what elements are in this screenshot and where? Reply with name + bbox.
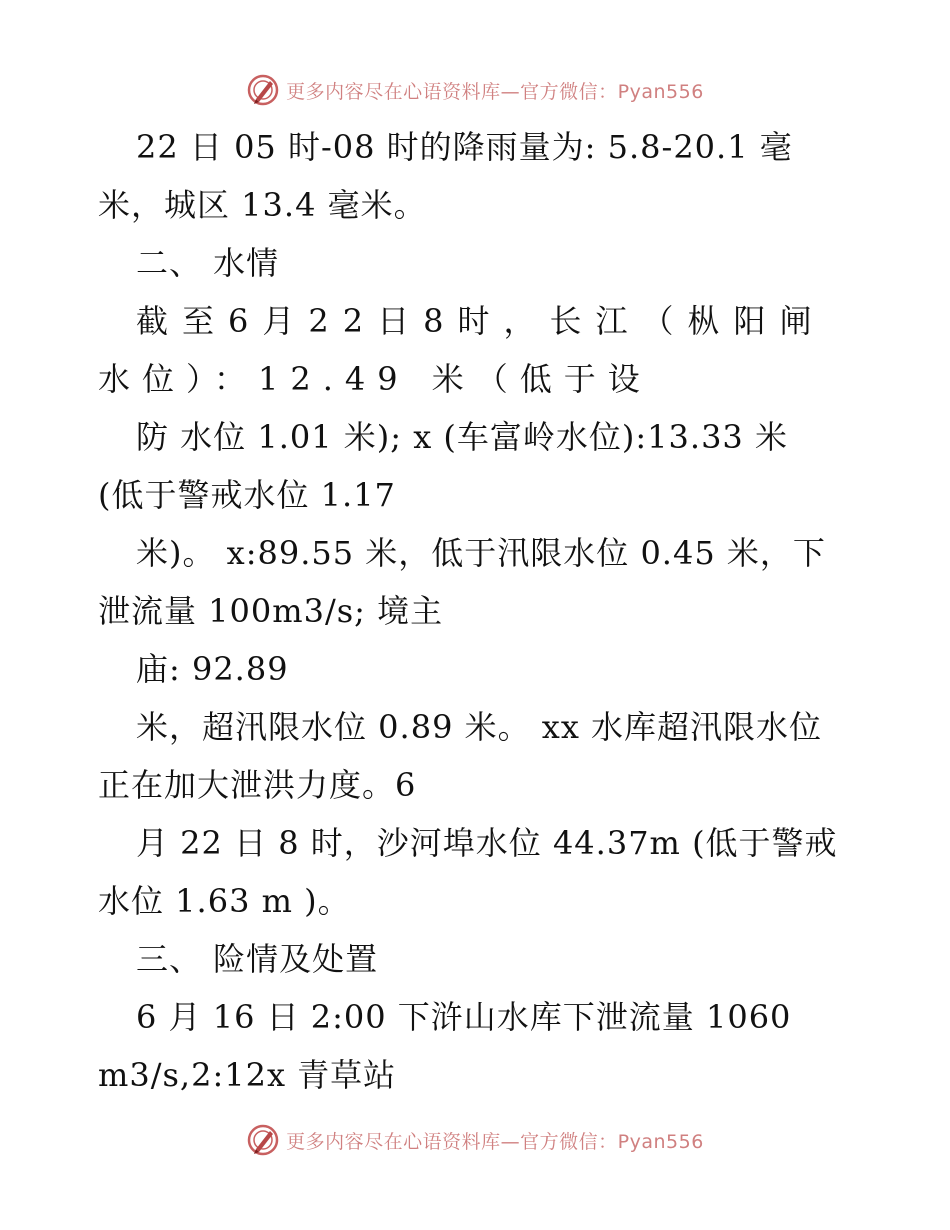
paragraph-line: 防 水位 1.01 米); x (车富岭水位):13.33 米	[136, 418, 788, 456]
paragraph-line: 米)。 x:89.55 米，低于汛限水位 0.45 米，下	[136, 534, 826, 572]
section-heading: 二、 水情	[136, 244, 280, 282]
pen-logo-icon	[246, 1123, 280, 1157]
watermark-text: 更多内容尽在心语资料库—官方微信：Pyan556	[286, 1130, 704, 1153]
paragraph-line: 水位 1.63 m )。	[98, 882, 351, 920]
paragraph-line: 正在加大泄洪力度。6	[98, 766, 417, 804]
paragraph-line: 庙: 92.89	[136, 650, 289, 688]
pen-logo-icon	[246, 73, 280, 107]
paragraph-line: 月 22 日 8 时，沙河埠水位 44.37m (低于警戒	[136, 824, 838, 862]
header-watermark-banner	[0, 70, 950, 110]
paragraph-line: (低于警戒水位 1.17	[98, 476, 396, 514]
paragraph-line: 泄流量 100m3/s; 境主	[98, 592, 444, 630]
paragraph-line: 6 月 16 日 2:00 下浒山水库下泄流量 1060	[136, 998, 792, 1036]
paragraph-line: 水位）：12.49 米（低于设	[98, 360, 652, 398]
paragraph-line: m3/s,2:12x 青草站	[98, 1056, 397, 1094]
paragraph-line: 米，城区 13.4 毫米。	[98, 186, 427, 224]
paragraph-line: 米，超汛限水位 0.89 米。 xx 水库超汛限水位	[136, 708, 823, 746]
watermark-text: 更多内容尽在心语资料库—官方微信：Pyan556	[286, 80, 704, 103]
section-heading: 三、 险情及处置	[136, 940, 379, 978]
paragraph-line: 22 日 05 时-08 时的降雨量为: 5.8-20.1 毫	[136, 128, 793, 166]
document-body	[98, 118, 858, 1104]
paragraph-line: 截至6月22日8时，长江（枞阳闸	[136, 302, 826, 340]
footer-watermark-banner	[0, 1120, 950, 1160]
